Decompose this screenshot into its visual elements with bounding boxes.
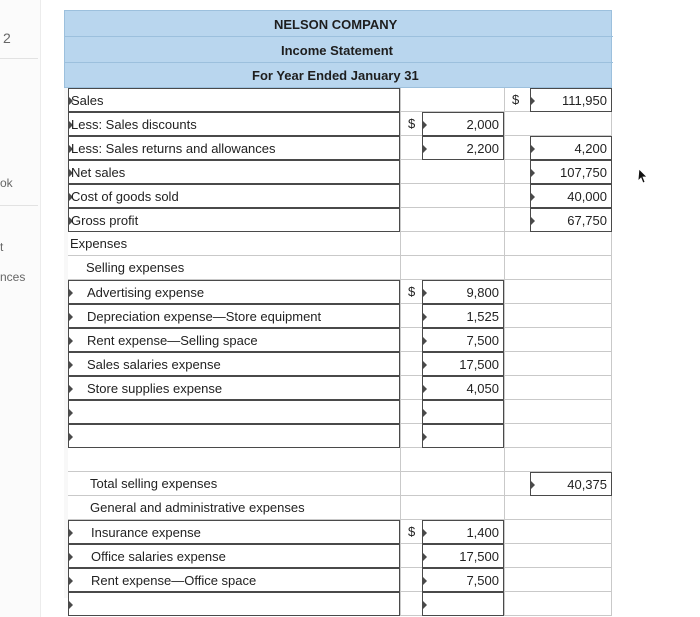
dropdown-marker-icon	[531, 145, 535, 153]
label-field[interactable]	[68, 136, 400, 160]
dropdown-marker-icon	[69, 337, 73, 345]
dollar-sign-cell	[504, 544, 530, 568]
amount-input[interactable]	[422, 352, 504, 376]
dollar-sign: $	[512, 92, 520, 107]
dollar-sign-cell	[400, 208, 422, 232]
amount-input	[422, 232, 504, 256]
dollar-sign: $	[408, 284, 416, 299]
dollar-sign-cell	[504, 304, 530, 328]
label-field[interactable]	[68, 88, 400, 112]
sidebar-fragment: 2	[3, 30, 11, 46]
dropdown-marker-icon	[69, 553, 73, 561]
dropdown-marker-icon	[423, 577, 427, 585]
table-row	[64, 136, 612, 160]
total-input	[530, 232, 612, 256]
dollar-sign-cell	[400, 256, 422, 280]
amount-input[interactable]	[422, 328, 504, 352]
total-input	[530, 304, 612, 328]
table-row	[64, 232, 612, 256]
row-label: Expenses	[70, 236, 128, 251]
statement-period: For Year Ended January 31	[252, 68, 419, 83]
dollar-sign-cell	[504, 160, 530, 184]
amount-input	[422, 88, 504, 112]
dollar-sign-cell	[504, 568, 530, 592]
amount-value: 17,500	[459, 357, 499, 372]
dropdown-marker-icon	[531, 193, 535, 201]
row-label: Office salaries expense	[91, 549, 226, 564]
total-value: 40,000	[567, 189, 607, 204]
table-row	[64, 88, 612, 112]
sidebar-fragment[interactable]: t	[0, 240, 4, 254]
dollar-sign-cell	[504, 448, 530, 472]
dollar-sign-cell	[400, 376, 422, 400]
amount-value: 9,800	[466, 285, 499, 300]
table-row	[64, 472, 612, 496]
dropdown-marker-icon	[69, 601, 73, 609]
row-label: Gross profit	[71, 213, 139, 228]
amount-input[interactable]	[422, 136, 504, 160]
dropdown-marker-icon	[423, 409, 427, 417]
row-label: Cost of goods sold	[71, 189, 179, 204]
total-input	[530, 448, 612, 472]
row-label: Insurance expense	[91, 525, 201, 540]
table-row	[64, 544, 612, 568]
total-input	[530, 520, 612, 544]
amount-input	[422, 160, 504, 184]
total-input[interactable]	[530, 136, 612, 160]
dollar-sign-cell	[400, 280, 422, 304]
income-statement-worksheet	[64, 10, 612, 598]
dollar-sign-cell	[504, 136, 530, 160]
amount-input[interactable]	[422, 304, 504, 328]
dollar-sign: $	[408, 116, 416, 131]
total-value: 4,200	[574, 141, 607, 156]
dropdown-marker-icon	[423, 289, 427, 297]
label-field	[68, 448, 400, 472]
dropdown-marker-icon	[423, 601, 427, 609]
amount-value: 2,200	[466, 141, 499, 156]
dollar-sign-cell	[400, 136, 422, 160]
dollar-sign-cell	[504, 280, 530, 304]
total-input	[530, 592, 612, 616]
dropdown-marker-icon	[531, 169, 535, 177]
total-input	[530, 496, 612, 520]
label-field[interactable]	[68, 352, 400, 376]
dropdown-marker-icon	[69, 289, 73, 297]
total-value: 40,375	[567, 477, 607, 492]
table-row	[64, 352, 612, 376]
dollar-sign-cell	[504, 592, 530, 616]
label-field[interactable]	[68, 520, 400, 544]
amount-value: 7,500	[466, 333, 499, 348]
total-value: 67,750	[567, 213, 607, 228]
label-field[interactable]	[68, 424, 400, 448]
dollar-sign-cell	[400, 592, 422, 616]
amount-input	[422, 448, 504, 472]
dropdown-marker-icon	[531, 217, 535, 225]
dropdown-marker-icon	[69, 409, 73, 417]
table-row	[64, 448, 612, 472]
amount-input[interactable]	[422, 424, 504, 448]
amount-input[interactable]	[422, 376, 504, 400]
dollar-sign-cell	[400, 112, 422, 136]
table-row	[64, 400, 612, 424]
label-field[interactable]	[68, 184, 400, 208]
amount-input[interactable]	[422, 280, 504, 304]
label-field[interactable]	[68, 592, 400, 616]
dropdown-marker-icon	[423, 553, 427, 561]
dropdown-marker-icon	[423, 145, 427, 153]
total-input	[530, 280, 612, 304]
label-field[interactable]	[68, 328, 400, 352]
dollar-sign-cell	[400, 160, 422, 184]
table-row	[64, 208, 612, 232]
row-label: Sales	[71, 93, 104, 108]
dollar-sign-cell	[400, 520, 422, 544]
dollar-sign-cell	[400, 424, 422, 448]
row-label: Advertising expense	[87, 285, 205, 300]
sidebar-fragment[interactable]: nces	[0, 270, 26, 284]
label-field	[68, 256, 400, 280]
table-row	[64, 520, 612, 544]
dropdown-marker-icon	[423, 433, 427, 441]
row-label: Sales salaries expense	[87, 357, 221, 372]
dollar-sign-cell	[400, 568, 422, 592]
dollar-sign: $	[408, 524, 416, 539]
dollar-sign-cell	[504, 424, 530, 448]
company-name: NELSON COMPANY	[274, 17, 398, 32]
label-field[interactable]	[68, 544, 400, 568]
dropdown-marker-icon	[69, 385, 73, 393]
amount-input	[422, 472, 504, 496]
table-row	[64, 568, 612, 592]
dollar-sign-cell	[504, 232, 530, 256]
label-field[interactable]	[68, 112, 400, 136]
amount-input[interactable]	[422, 568, 504, 592]
dropdown-marker-icon	[423, 313, 427, 321]
row-label: Depreciation expense—Store equipment	[87, 309, 322, 324]
total-value: 107,750	[560, 165, 607, 180]
row-label: Less: Sales returns and allowances	[71, 141, 276, 156]
label-field[interactable]	[68, 304, 400, 328]
table-row	[64, 160, 612, 184]
total-input[interactable]	[530, 88, 612, 112]
dollar-sign-cell	[504, 376, 530, 400]
label-field[interactable]	[68, 160, 400, 184]
dropdown-marker-icon	[423, 337, 427, 345]
row-label: Store supplies expense	[87, 381, 223, 396]
dollar-sign-cell	[504, 400, 530, 424]
dollar-sign-cell	[400, 232, 422, 256]
row-label: Rent expense—Selling space	[87, 333, 258, 348]
dropdown-marker-icon	[423, 529, 427, 537]
amount-input[interactable]	[422, 592, 504, 616]
table-row	[64, 592, 612, 616]
label-field[interactable]	[68, 400, 400, 424]
total-input	[530, 376, 612, 400]
table-row	[64, 424, 612, 448]
total-input	[530, 400, 612, 424]
row-label: Selling expenses	[86, 260, 185, 275]
dropdown-marker-icon	[69, 313, 73, 321]
dollar-sign-cell	[504, 184, 530, 208]
left-sidebar	[0, 0, 41, 617]
dropdown-marker-icon	[423, 361, 427, 369]
label-field[interactable]	[68, 280, 400, 304]
amount-input	[422, 208, 504, 232]
dollar-sign-cell	[400, 448, 422, 472]
table-row	[64, 184, 612, 208]
total-input	[530, 112, 612, 136]
dropdown-marker-icon	[531, 481, 535, 489]
row-label: Net sales	[71, 165, 126, 180]
amount-input	[422, 256, 504, 280]
label-field[interactable]	[68, 208, 400, 232]
total-input[interactable]	[530, 184, 612, 208]
label-field	[68, 472, 400, 496]
row-label: Rent expense—Office space	[91, 573, 257, 588]
dollar-sign-cell	[504, 112, 530, 136]
label-field[interactable]	[68, 568, 400, 592]
total-input[interactable]	[530, 208, 612, 232]
dollar-sign-cell	[504, 520, 530, 544]
dollar-sign-cell	[400, 328, 422, 352]
amount-input[interactable]	[422, 544, 504, 568]
table-row	[64, 112, 612, 136]
dollar-sign-cell	[504, 352, 530, 376]
dollar-sign-cell	[400, 496, 422, 520]
dropdown-marker-icon	[69, 433, 73, 441]
row-label: Total selling expenses	[90, 476, 218, 491]
row-label: Less: Sales discounts	[71, 117, 197, 132]
amount-value: 1,525	[466, 309, 499, 324]
total-input[interactable]	[530, 160, 612, 184]
dollar-sign-cell	[400, 472, 422, 496]
dollar-sign-cell	[504, 328, 530, 352]
dropdown-marker-icon	[69, 361, 73, 369]
dropdown-marker-icon	[69, 529, 73, 537]
dollar-sign-cell	[504, 496, 530, 520]
statement-header	[64, 10, 612, 88]
table-row	[64, 328, 612, 352]
dollar-sign-cell	[400, 184, 422, 208]
label-field[interactable]	[68, 376, 400, 400]
sidebar-fragment[interactable]: ok	[0, 176, 13, 190]
amount-input[interactable]	[422, 400, 504, 424]
amount-input	[422, 184, 504, 208]
dollar-sign-cell	[504, 88, 530, 112]
dollar-sign-cell	[400, 544, 422, 568]
amount-value: 4,050	[466, 381, 499, 396]
amount-value: 2,000	[466, 117, 499, 132]
statement-title: Income Statement	[281, 43, 393, 58]
dollar-sign-cell	[400, 400, 422, 424]
table-row	[64, 256, 612, 280]
amount-value: 7,500	[466, 573, 499, 588]
dollar-sign-cell	[400, 352, 422, 376]
dropdown-marker-icon	[423, 121, 427, 129]
total-input	[530, 352, 612, 376]
dropdown-marker-icon	[69, 577, 73, 585]
amount-input[interactable]	[422, 112, 504, 136]
dollar-sign-cell	[504, 208, 530, 232]
total-input	[530, 424, 612, 448]
dropdown-marker-icon	[423, 385, 427, 393]
total-input[interactable]	[530, 472, 612, 496]
dollar-sign-cell	[400, 304, 422, 328]
amount-value: 1,400	[466, 525, 499, 540]
table-row	[64, 496, 612, 520]
total-value: 111,950	[561, 93, 607, 108]
label-field	[68, 496, 400, 520]
mouse-cursor-icon	[636, 168, 650, 184]
amount-value: 17,500	[459, 549, 499, 564]
table-row	[64, 376, 612, 400]
dropdown-marker-icon	[531, 97, 535, 105]
label-field	[68, 232, 400, 256]
dollar-sign-cell	[400, 88, 422, 112]
table-row	[64, 304, 612, 328]
amount-input	[422, 496, 504, 520]
row-label: General and administrative expenses	[90, 500, 305, 515]
amount-input[interactable]	[422, 520, 504, 544]
total-input	[530, 328, 612, 352]
total-input	[530, 256, 612, 280]
total-input	[530, 544, 612, 568]
dollar-sign-cell	[504, 472, 530, 496]
total-input	[530, 568, 612, 592]
table-row	[64, 280, 612, 304]
dollar-sign-cell	[504, 256, 530, 280]
